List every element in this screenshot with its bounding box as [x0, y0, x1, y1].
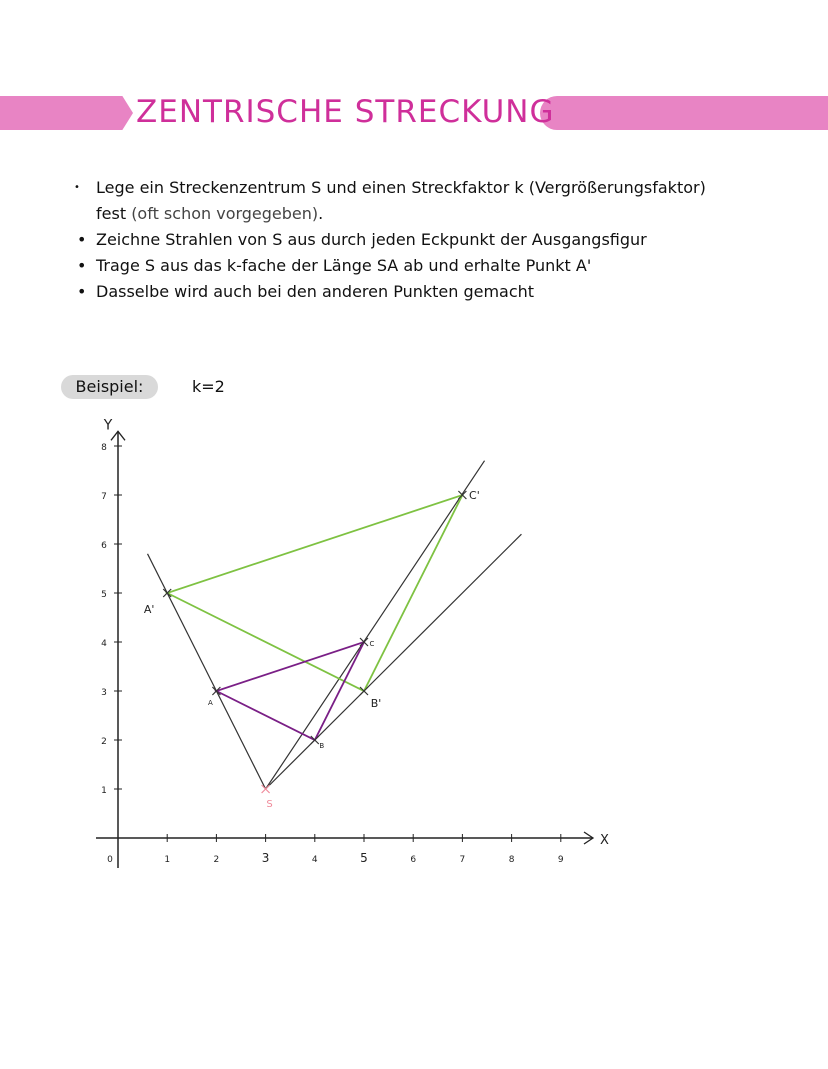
y-tick-label: 4 [101, 639, 107, 649]
stretch-factor: k=2 [192, 377, 225, 396]
y-axis-label: Y [103, 417, 113, 434]
x-tick-label: 2 [213, 855, 220, 865]
bullet-text: Lege ein Streckenzentrum S und einen Streckfaktor k (Vergrößerungsfaktor) fest [96, 178, 706, 223]
y-tick-label: 3 [101, 688, 107, 698]
x-tick-label: 8 [508, 855, 515, 865]
image-point-label: B' [370, 697, 382, 710]
image-point-label: A' [143, 603, 155, 616]
image-point-label: C' [469, 489, 480, 502]
list-item: • Lege ein Streckenzentrum S und einen Streckfaktor k (Vergrößerungsfaktor) fest (oft schon vorgegeben). [72, 175, 712, 227]
bullet-text: Trage S aus das k-fache der Länge SA ab und erhalte Punkt A' [96, 256, 592, 275]
y-tick-label: 2 [101, 737, 107, 747]
y-tick-label: 1 [101, 786, 107, 796]
ray-line [266, 461, 485, 789]
bullet-hint: (oft schon vorgegeben) [131, 204, 319, 223]
x-tick-label: 0 [107, 855, 113, 865]
page-title: ZENTRISCHE STRECKUNG [136, 94, 555, 130]
example-label: Beispiel: [61, 375, 158, 399]
original-point-label: B [319, 742, 325, 750]
center-point-label: S [266, 799, 273, 810]
bullet-dot: • [74, 182, 80, 193]
original-point-label: C [369, 640, 375, 648]
bullet-text: Zeichne Strahlen von S aus durch jeden Eckpunkt der Ausgangsfigur [96, 230, 647, 249]
x-axis-label: X [600, 833, 609, 848]
y-tick-label: 8 [101, 443, 107, 453]
bullet-dot: • [77, 230, 87, 249]
x-tick-label: 5 [360, 851, 368, 865]
y-tick-label: 5 [101, 590, 107, 600]
x-tick-label: 9 [557, 855, 564, 865]
x-tick-label: 7 [459, 855, 466, 865]
x-tick-label: 4 [311, 855, 318, 865]
bullet-dot: • [77, 282, 87, 301]
bullet-dot: • [77, 256, 87, 275]
image-triangle [167, 495, 462, 691]
original-triangle [216, 642, 364, 740]
x-tick-label: 1 [164, 855, 171, 865]
ray-line [148, 554, 266, 789]
x-tick-label: 6 [410, 855, 417, 865]
y-tick-label: 7 [101, 492, 107, 502]
x-tick-label: 3 [261, 851, 270, 865]
y-tick-label: 6 [101, 541, 107, 551]
original-point-label: A [208, 699, 213, 707]
bullet-text: Dasselbe wird auch bei den anderen Punkten gemacht [96, 282, 535, 301]
